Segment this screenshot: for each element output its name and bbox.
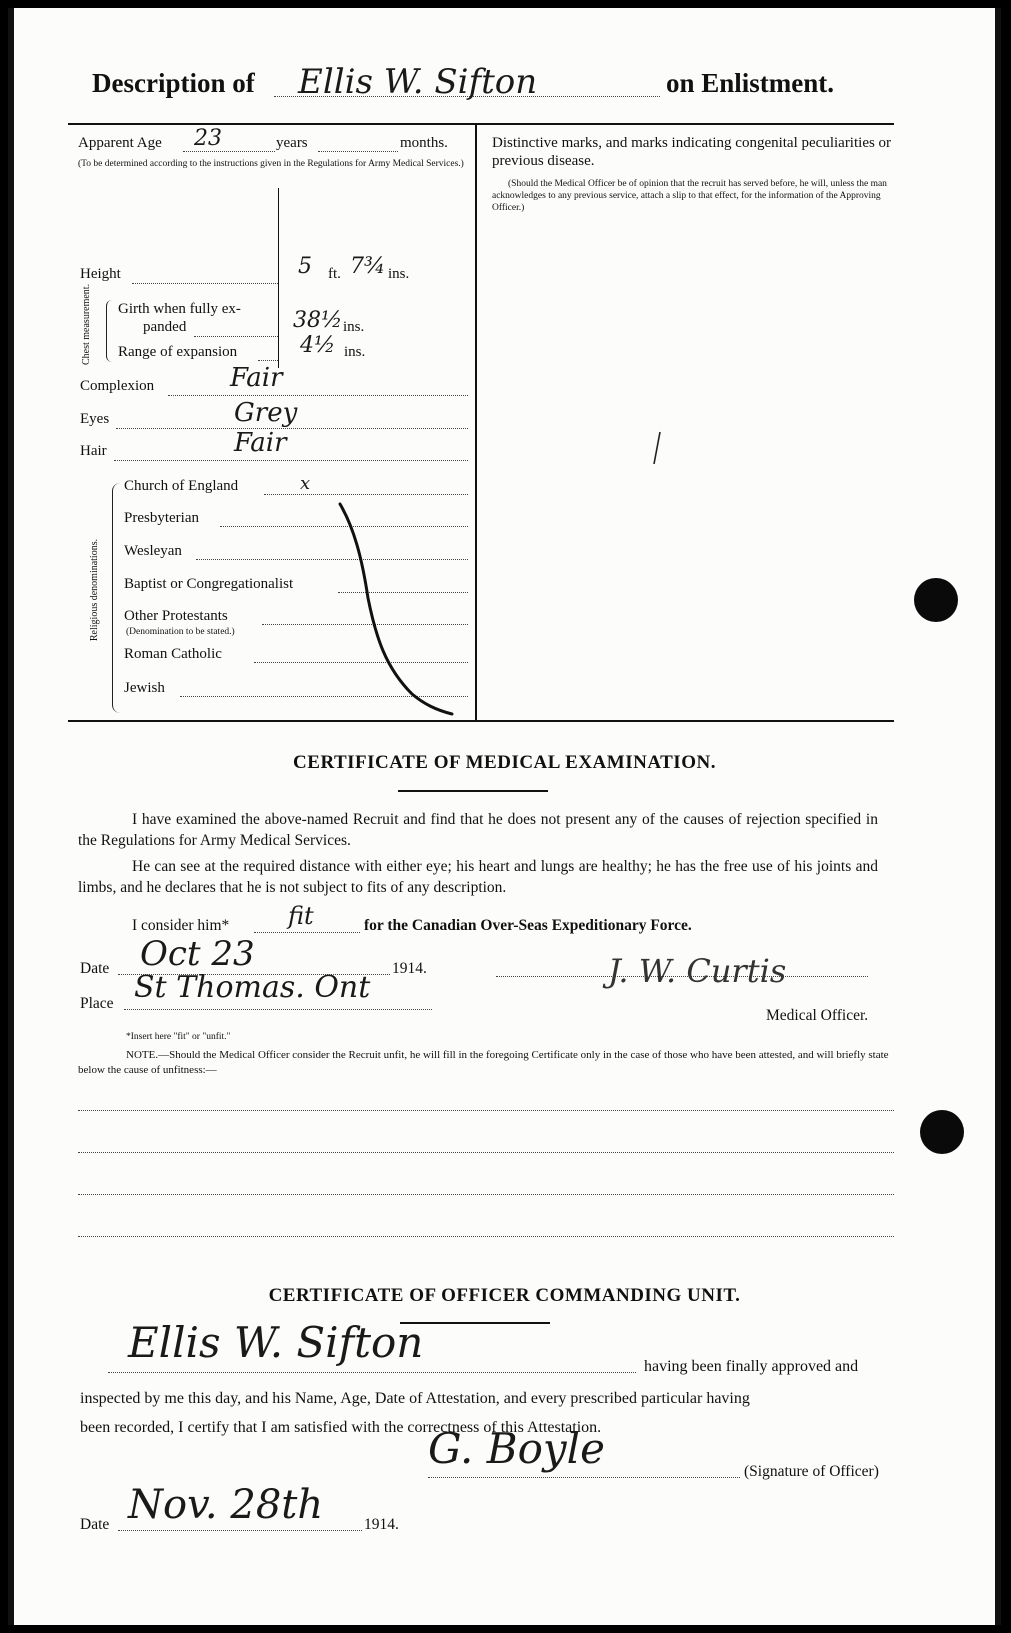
- age-label: Apparent Age: [78, 135, 162, 151]
- range-value: 4½: [300, 333, 336, 358]
- consider-prefix: I consider him*: [132, 917, 230, 934]
- box-bottom-rule: [68, 720, 894, 722]
- medical-place-label: Place: [80, 995, 114, 1012]
- religion-baptist: Baptist or Congregationalist: [124, 576, 294, 592]
- commanding-signature-label: (Signature of Officer): [744, 1463, 879, 1480]
- girth-label-1: Girth when fully ex-: [118, 301, 241, 317]
- chest-group-label: Chest measurement.: [81, 283, 92, 365]
- girth-unit: ins.: [343, 319, 365, 335]
- religion-group-label: Religious denominations.: [89, 538, 100, 642]
- commanding-date-year: 1914.: [364, 1516, 399, 1533]
- other-protestants-note: (Denomination to be stated.): [126, 627, 235, 637]
- scan-edge-left: [8, 8, 14, 1625]
- unfitness-line-1: [78, 1110, 894, 1111]
- years-label: years: [276, 135, 308, 151]
- punch-hole-upper: [914, 578, 958, 622]
- girth-dots: [194, 336, 278, 337]
- attestation-page: [8, 8, 1001, 1625]
- punch-hole-lower: [920, 1110, 964, 1154]
- stray-pen-mark: [648, 428, 668, 468]
- months-label: months.: [400, 135, 448, 151]
- height-ins-value: 7¾: [350, 254, 386, 279]
- commanding-signature-dots: [428, 1477, 740, 1478]
- hair-dots: [114, 460, 468, 461]
- girth-label-2: panded: [143, 319, 187, 335]
- height-ft-value: 5: [298, 254, 312, 279]
- religion-jewish: Jewish: [124, 680, 165, 696]
- commanding-text-2: inspected by me this day, and his Name, Age, Date of Attestation, and every prescribed particular having: [80, 1390, 750, 1407]
- unfit-note: NOTE.—Should the Medical Officer consider the Recruit unfit, he will fill in the foregoing Certificate only in the case of those who have been attested, and will briefly state below the cause of unfitness:—: [78, 1049, 889, 1076]
- hair-value: Fair: [234, 428, 287, 458]
- commanding-date-label: Date: [80, 1516, 110, 1533]
- religion-brace: [112, 483, 121, 713]
- medical-date-year: 1914.: [392, 960, 427, 977]
- medical-heading: CERTIFICATE OF MEDICAL EXAMINATION.: [293, 752, 716, 773]
- religion-other-protestants: Other Protestants: [124, 608, 228, 624]
- complexion-dots: [168, 395, 468, 396]
- commanding-text-1: having been finally approved and: [644, 1358, 859, 1375]
- commanding-text-3: been recorded, I certify that I am satisfied with the correctness of this Attestation.: [80, 1419, 602, 1436]
- eyes-dots: [116, 428, 468, 429]
- age-note: (To be determined according to the instructions given in the Regulations for Army Medical Services.): [78, 159, 464, 169]
- religion-wesleyan: Wesleyan: [124, 543, 182, 559]
- hair-label: Hair: [80, 443, 107, 459]
- commanding-date-dots: [118, 1530, 362, 1531]
- religion-church-of-england: Church of England: [124, 478, 239, 494]
- medical-place-dots: [124, 1009, 432, 1010]
- medical-place-value: St Thomas. Ont: [134, 970, 371, 1005]
- commanding-name-dots: [108, 1372, 636, 1373]
- unfitness-line-3: [78, 1194, 894, 1195]
- header-suffix: on Enlistment.: [666, 68, 835, 98]
- age-value: 23: [194, 126, 222, 151]
- medical-officer-signature: J. W. Curtis: [608, 952, 787, 990]
- eyes-label: Eyes: [80, 411, 110, 427]
- range-unit: ins.: [344, 344, 366, 360]
- height-ins-label: ins.: [388, 266, 410, 282]
- chest-brace: [106, 300, 115, 362]
- range-label: Range of expansion: [118, 344, 238, 360]
- commanding-heading: CERTIFICATE OF OFFICER COMMANDING UNIT.: [268, 1285, 741, 1306]
- religion-dots-0: [264, 494, 468, 495]
- header-name: Ellis W. Sifton: [298, 62, 538, 102]
- scan-edge-right: [995, 8, 1001, 1625]
- consider-suffix: for the Canadian Over-Seas Expeditionary Force.: [364, 917, 692, 934]
- complexion-label: Complexion: [80, 378, 155, 394]
- height-dots: [132, 283, 278, 284]
- commanding-recruit-name: Ellis W. Sifton: [128, 1318, 424, 1367]
- age-dots: [183, 151, 275, 152]
- medical-para-2: He can see at the required distance with either eye; his heart and lungs are healthy; he has the free use of his joints and limbs, and he declares that he is not subject to fits of any description.: [78, 858, 878, 896]
- insert-note: *Insert here "fit" or "unfit.": [126, 1032, 231, 1042]
- medical-heading-rule: [398, 790, 548, 792]
- commanding-officer-signature: G. Boyle: [428, 1424, 605, 1473]
- medical-date-value: Oct 23: [140, 934, 255, 974]
- header-prefix: Description of: [92, 68, 255, 98]
- commanding-date-value: Nov. 28th: [128, 1482, 324, 1528]
- top-rule: [68, 123, 894, 125]
- religion-presbyterian: Presbyterian: [124, 510, 199, 526]
- religion-roman-catholic: Roman Catholic: [124, 646, 222, 662]
- ft-label: ft.: [328, 266, 341, 282]
- height-label: Height: [80, 266, 121, 282]
- consider-value: fit: [288, 902, 314, 930]
- range-dots: [258, 360, 278, 361]
- girth-value: 38½: [293, 308, 343, 333]
- unfitness-line-4: [78, 1236, 894, 1237]
- distinctive-heading: Distinctive marks, and marks indicating congenital peculiarities or previous disease.: [492, 135, 892, 169]
- medical-officer-label: Medical Officer.: [766, 1007, 869, 1024]
- religion-strike-mark: [328, 498, 478, 718]
- eyes-value: Grey: [234, 398, 298, 428]
- religion-mark: x: [300, 473, 311, 494]
- complexion-value: Fair: [230, 363, 283, 393]
- months-dots: [318, 151, 398, 152]
- unfitness-line-2: [78, 1152, 894, 1153]
- medical-para-1: I have examined the above-named Recruit and find that he does not present any of the causes of rejection specified in the Regulations for Army Medical Services.: [78, 811, 878, 849]
- measure-divider: [278, 188, 279, 368]
- medical-date-label: Date: [80, 960, 110, 977]
- distinctive-note: (Should the Medical Officer be of opinion that the recruit has served before, he will, unless the man acknowledges to any previous service, attach a slip to that effect, for the information of the Approving Officer.): [492, 179, 887, 213]
- consider-dots: [254, 932, 360, 933]
